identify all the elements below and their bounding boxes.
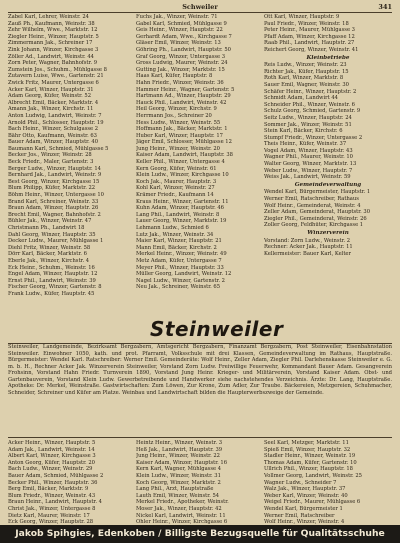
directory-column-bottom-1 xyxy=(8,440,130,524)
header-rule xyxy=(8,12,392,13)
directory-entry: Engel Adam, Winzer, Hauptstr. 12 xyxy=(8,271,98,278)
directory-entry: Lang Phil., Landwirt, Weinstr. 8 xyxy=(136,211,220,218)
directory-entry: Heil Georg, Winzer, Kirchstr. 9 xyxy=(136,106,217,113)
directory-entry: Hoffmann Jak., Bäcker, Marktstr. 1 xyxy=(136,126,228,133)
directory-entry: Christmann Ph., Landwirt 18 xyxy=(8,225,85,231)
directory-entry: Klein Ludw., Winzer, Kirchgasse 10 xyxy=(136,172,229,179)
directory-entry: Graf Georg, Winzer, Untergasse 3 xyxy=(136,53,226,60)
directory-entry: Jung Heinr., Winzer, Weinstr. 22 xyxy=(136,453,220,460)
directory-entry: Becker Jos., Winzer, Weinstr. 28 xyxy=(8,152,92,159)
directory-entry: Blum Friedr., Winzer, Weinstr. 43 xyxy=(8,492,96,499)
directory-entry: Werner Emil, Ratschreiber xyxy=(264,512,335,519)
directory-entry: Dietz Karl, Maurer, Weinstr. 17 xyxy=(8,512,90,519)
directory-entry: Bähr Otto, Kaufmann, Weinstr. 63 xyxy=(8,132,97,139)
directory-entry: Zeller Adam, Gemeinderat, Hauptstr. 30 xyxy=(264,209,371,216)
paragraph-rule xyxy=(8,437,392,438)
directory-entry: Schäfer Heinr., Winzer, Hauptstr. 2 xyxy=(264,88,357,95)
directory-entry: Zink Johann, Winzer, Kirchgasse 3 xyxy=(8,46,99,53)
directory-entry: Dörr Karl, Bäcker, Marktstr. 6 xyxy=(8,251,87,258)
directory-entry: Kohl Karl, Winzer, Weinstr. 27 xyxy=(136,185,215,192)
directory-entry: Zehr Wilhelm, Wwe., Marktstr. 12 xyxy=(8,27,98,34)
directory-entry: Göhring Ph., Landwirt, Hauptstr. 50 xyxy=(136,46,231,53)
directory-entry: Eck Georg, Winzer, Hauptstr. 28 xyxy=(8,519,94,524)
directory-entry: Kraus Heinr., Winzer, Gartenstr. 11 xyxy=(136,198,229,205)
directory-entry: Lehmann Ludw., Schmied 6 xyxy=(136,225,209,231)
directory-entry: Best Georg, Winzer, Kirchgasse 15 xyxy=(8,178,100,185)
directory-entry: Albrecht Emil, Bäcker, Marktstr. 4 xyxy=(8,99,99,106)
directory-entry: Schmidt Adam, Landwirt 44 xyxy=(264,95,338,102)
page-number: 341 xyxy=(378,3,392,11)
directory-entry: Vollmer Georg, Landwirt, Weinstr. 25 xyxy=(264,472,362,479)
directory-entry: Zoller Georg, Feldhüter, Kirchgasse 1 xyxy=(264,222,364,229)
directory-entry: Metz Adam, Küfer, Untergasse 7 xyxy=(136,257,222,264)
directory-entry: Anton Ludwig, Landwirt, Weinstr. 7 xyxy=(8,112,102,119)
directory-entry: Werner Emil, Ratschreiber, Rathaus xyxy=(264,196,359,203)
directory-entry: Adam Jak., Landwirt, Weinstr. 14 xyxy=(8,446,95,453)
directory-entry: Kaiser Adam, Landwirt, Hauptstr. 38 xyxy=(136,152,233,159)
directory-column-3 xyxy=(264,14,392,310)
directory-entry: Walter Georg, Winzer, Marktstr. 13 xyxy=(264,161,357,168)
column-section-heading: Gemeindeverwaltung xyxy=(294,181,362,188)
directory-entry: Weiss Jak., Landwirt, Weinstr. 59 xyxy=(264,174,351,181)
section-title: Steinweiler xyxy=(150,317,284,341)
directory-entry: Ott Karl, Winzer, Hauptstr. 9 xyxy=(264,14,340,20)
directory-entry: Eberle Jak., Winzer, Kirchstr. 4 xyxy=(8,257,90,264)
directory-entry: Diehl Fritz, Winzer, Weinstr. 58 xyxy=(8,244,91,251)
directory-entry: Vorstand: Zorn Ludw., Weinstr. 2 xyxy=(264,237,351,244)
directory-entry: Braun Adam, Winzer, Hauptstr. 26 xyxy=(8,205,99,212)
directory-entry: Theis Heinr., Küfer, Weinstr. 37 xyxy=(264,141,347,148)
directory-entry: Baumann Karl, Schmied, Mühlgasse 5 xyxy=(8,145,109,152)
municipality-description: Steinweiler, Landgemeinde, Bezirksamt Bergzabern, Amtsgericht Bergzabern, Finanzamt Bergzabern, Post Steinweiler, Eisenbahnstation Steinweiler. Einwohner 1050, kath. und prot. Pfarramt, Volksschule mit drei Klassen, Gemeindeverwaltung im Rathaus, Hauptstraße. Bürgermeister: Wendel Karl. Ratschreiber: Werner Emil. Gemeinderäte: Wolf Heinr., Zeller Adam, Ziegler Phil. Darlehenskasse Steinweiler e. G. m. b. H., Rechner Acker Jak. Winzerverein Steinweiler, Vorstand Zorn Ludw. Freiwillige Feuerwehr, Kommandant Bauer Adam. Gesangverein Frohsinn, Vorstand Hahn Friedr. Turnverein 1890, Vorstand Jung Heinr. Krieger- und Militärverein, Vorstand Kaiser Adam. Obst- und Gartenbauverein, Vorstand Klein Ludw. Gewerbetreibende und Handwerker siehe nachstehendes Verzeichnis. Ärzte: Dr. Lang, Hauptstraße. Apotheke: Dr. Merkel, Weinstraße. Gastwirtschaften: Zum Löwen, Zur Krone, Zum Adler, Zur Traube. Bäckereien, Metzgereien, Schuhmacher, Schneider, Schreiner und Küfer am Platze. Weinbau und Landwirtschaft bilden die Haupterwerbszweige der Gemeinde. xyxy=(8,344,392,396)
directory-entry: Seel Karl, Metzger, Marktstr. 11 xyxy=(264,440,349,446)
directory-entry: Bauer Adam, Winzer, Hauptstr. 40 xyxy=(8,139,98,146)
directory-entry: Eck Heinr., Schuhm., Weinstr. 16 xyxy=(8,264,95,271)
header-running-title: Schweiler xyxy=(182,3,218,11)
directory-entry: Zutavern Luise, Wwe., Gartenstr. 21 xyxy=(8,73,104,80)
directory-entry: Maier Karl, Winzer, Hauptstr. 21 xyxy=(136,238,222,245)
directory-entry: Kern Georg, Küfer, Weinstr. 61 xyxy=(136,165,217,172)
directory-entry: Fischer Georg, Winzer, Gartenstr. 8 xyxy=(8,284,102,291)
directory-column-bottom-3 xyxy=(264,440,392,524)
directory-entry: Schulz Georg, Schmied, Gartenstr. 9 xyxy=(264,108,361,115)
directory-entry: Arnold Phil., Schlosser, Hauptstr. 19 xyxy=(8,119,104,126)
directory-entry: Raab Phil., Landwirt, Hauptstr. 27 xyxy=(264,40,355,47)
directory-entry: Anton Georg, Küfer, Hauptstr. 20 xyxy=(8,459,95,466)
directory-entry: Reis Ludw., Winzer, Weinstr. 23 xyxy=(264,62,347,69)
directory-entry: Weigel Friedr., Maurer, Mühlgasse 6 xyxy=(264,499,361,506)
directory-entry: Zimmermann Jak., Schreiner 17 xyxy=(8,40,93,47)
directory-entry: Bach Heinr., Winzer, Schulgasse 2 xyxy=(8,126,99,133)
directory-entry: Ernst Phil., Landwirt, Weinstr. 39 xyxy=(8,277,96,284)
directory-entry: Paul Friedr., Winzer, Weinstr. 18 xyxy=(264,20,349,27)
directory-entry: Braun Heinr., Landwirt, Hauptstr. 4 xyxy=(8,499,102,506)
directory-entry: Stadler Heinr., Winzer, Weinstr. 19 xyxy=(264,453,356,460)
directory-entry: Kern Karl, Wagner, Mühlgasse 4 xyxy=(136,466,222,473)
directory-entry: Bauer Adam, Schmied, Mühlgasse 2 xyxy=(8,472,104,479)
footer-advertisement: Jakob Spihgies, Edenkoben / Billigste Bezugsquelle für Qualitätsschuhe xyxy=(0,525,400,543)
directory-entry: Hartmann Ad., Winzer, Hauptstr. 29 xyxy=(136,93,231,100)
directory-entry: Blum Philipp, Küfer, Marktstr. 22 xyxy=(8,185,96,192)
directory-entry: Gerhardt Adam, Wwe., Kirchgasse 7 xyxy=(136,33,232,40)
directory-entry: Jung Heinr., Winzer, Weinstr. 20 xyxy=(136,145,220,152)
column-section-heading: Kleinbetriebe xyxy=(306,54,350,61)
directory-entry: Gross Ludwig, Maurer, Weinstr. 24 xyxy=(136,60,228,67)
directory-entry: Gutting Jak., Winzer, Marktstr. 15 xyxy=(136,66,225,73)
directory-entry: Sauer Emil, Wagner, Weinstr. 30 xyxy=(264,81,349,88)
directory-entry: Beck Friedr., Maler, Gartenstr. 3 xyxy=(8,159,94,166)
directory-entry: Berger Ludw., Winzer, Hauptstr. 14 xyxy=(8,165,101,172)
directory-entry: Geis Heinr., Winzer, Hauptstr. 22 xyxy=(136,27,223,34)
directory-entry: Ziegler Heinr., Winzer, Hauptstr. 5 xyxy=(8,33,99,40)
directory-entry: Nickel Karl, Landwirt, Weinstr. 11 xyxy=(136,512,226,519)
directory-entry: Böhm Heinr., Winzer, Untergasse 10 xyxy=(8,192,104,199)
directory-entry: Acker Heinr., Winzer, Hauptstr. 5 xyxy=(8,440,96,446)
directory-entry: Bach Ludw., Winzer, Weinstr. 29 xyxy=(8,466,93,473)
directory-entry: Reichert Georg, Winzer, Weinstr. 41 xyxy=(264,46,359,53)
directory-entry: Meyer Phil., Winzer, Hauptstr. 33 xyxy=(136,264,224,271)
directory-entry: Sommer Jak., Winzer, Weinstr. 51 xyxy=(264,121,352,128)
directory-entry: Krämer Friedr., Kaufmann 14 xyxy=(136,192,214,199)
directory-entry: Moser Jak., Winzer, Hauptstr. 42 xyxy=(136,505,222,512)
directory-column-bottom-2 xyxy=(136,440,258,524)
directory-entry: Ziegler Phil., Gemeinderat, Weinstr. 26 xyxy=(264,215,367,222)
directory-column-1 xyxy=(8,14,130,310)
directory-entry: Klein Ludw., Winzer, Weinstr. 31 xyxy=(136,472,221,479)
directory-entry: Frank Ludw., Küfer, Hauptstr. 45 xyxy=(8,290,95,297)
directory-entry: Kaiser Adam, Winzer, Hauptstr. 16 xyxy=(136,459,228,466)
directory-entry: Albert Karl, Winzer, Kirchgasse 3 xyxy=(8,453,96,460)
directory-entry: Zabel Karl, Lehrer, Weinstr. 24 xyxy=(8,14,89,20)
directory-entry: Spieß Emil, Winzer, Hauptstr. 32 xyxy=(264,446,351,453)
directory-entry: Wendel Karl, Bürgermeister, Hauptstr. 1 xyxy=(264,189,371,196)
directory-entry: Hahn Friedr., Winzer, Weinstr. 36 xyxy=(136,79,224,86)
directory-entry: Peter Heinr., Maurer, Mühlgasse 3 xyxy=(264,27,355,34)
directory-entry: Wagner Phil., Maurer, Weinstr. 10 xyxy=(264,154,353,161)
directory-entry: Wolf Heinr., Winzer, Weinstr. 4 xyxy=(264,519,345,524)
directory-entry: Müller Georg, Landwirt, Weinstr. 12 xyxy=(136,271,232,278)
directory-entry: Heß Jak., Landwirt, Hauptstr. 39 xyxy=(136,446,223,453)
directory-entry: Adam Georg, Küfer, Weinstr. 52 xyxy=(8,93,91,100)
directory-entry: Kellermeister: Bauer Karl, Kelter xyxy=(264,250,351,257)
directory-entry: Bühler Jak., Winzer, Weinstr. 47 xyxy=(8,218,92,225)
directory-entry: Jäger Emil, Schlosser, Mühlgasse 12 xyxy=(136,139,232,146)
directory-entry: Weber Karl, Winzer, Weinstr. 40 xyxy=(264,492,348,499)
directory-entry: Hammer Heinr., Wagner, Gartenstr. 5 xyxy=(136,86,235,93)
directory-entry: Gabel Karl, Schmied, Mühlgasse 9 xyxy=(136,20,227,27)
directory-entry: Berg Emil, Bäcker, Marktstr. 9 xyxy=(8,486,89,493)
directory-entry: Richter Jak., Küfer, Hauptstr. 15 xyxy=(264,68,349,75)
directory-column-2 xyxy=(136,14,258,310)
directory-entry: Becker Phil., Winzer, Hauptstr. 36 xyxy=(8,479,98,486)
directory-entry: Brecht Emil, Wagner, Bahnhofstr. 2 xyxy=(8,211,101,218)
directory-entry: Pfaff Adam, Winzer, Kirchgasse 12 xyxy=(264,33,355,40)
page-header xyxy=(8,2,392,12)
directory-entry: Zöller Ad., Landwirt, Weinstr. 44 xyxy=(8,53,94,60)
directory-entry: Nagel Ludw., Winzer, Gartenstr. 2 xyxy=(136,277,225,284)
directory-entry: Zwick Fritz, Maurer, Untergasse 6 xyxy=(8,79,99,86)
directory-entry: Thomas Adam, Küfer, Gartenstr. 10 xyxy=(264,459,357,466)
directory-entry: Mann Emil, Bäcker, Kirchstr. 2 xyxy=(136,244,217,251)
directory-entry: Lauth Emil, Winzer, Weinstr. 54 xyxy=(136,492,220,499)
directory-entry: Fuchs Jak., Winzer, Weinstr. 71 xyxy=(136,14,218,20)
directory-entry: Brand Karl, Schreiner, Weinstr. 33 xyxy=(8,198,99,205)
directory-entry: Wagner Ludw., Schneider 7 xyxy=(264,479,337,486)
directory-entry: Kuhn Adam, Winzer, Hauptstr. 46 xyxy=(136,205,224,212)
directory-entry: Schneider Phil., Winzer, Weinstr. 6 xyxy=(264,101,355,108)
directory-entry: Lang Phil., Arzt, Hauptstraße xyxy=(136,486,214,493)
directory-entry: Christ Jak., Winzer, Untergasse 8 xyxy=(8,505,96,512)
directory-entry: Decker Ludw., Maurer, Mühlgasse 1 xyxy=(8,238,104,245)
directory-entry: Huber Karl, Winzer, Hauptstr. 17 xyxy=(136,132,223,139)
directory-entry: Hess Ludw., Winzer, Weinstr. 55 xyxy=(136,119,221,126)
directory-entry: Haas Karl, Küfer, Hauptstr. 8 xyxy=(136,73,213,80)
directory-entry: Rechner: Acker Jak., Hauptstr. 11 xyxy=(264,244,353,251)
directory-entry: Keller Phil., Winzer, Untergasse 4 xyxy=(136,159,225,166)
directory-entry: Koch Jak., Maurer, Hauptstr. 3 xyxy=(136,178,217,185)
directory-entry: Wolf Heinr., Gemeinderat, Weinstr. 4 xyxy=(264,202,361,209)
directory-entry: Walz Jak., Winzer, Hauptstr. 37 xyxy=(264,486,346,493)
directory-entry: Weber Ludw., Winzer, Hauptstr. 7 xyxy=(264,167,353,174)
directory-entry: Gläser Emil, Winzer, Weinstr. 13 xyxy=(136,40,221,47)
directory-entry: Merkel Friedr., Apotheker, Weinstr. xyxy=(136,499,229,506)
directory-entry: Zorn Peter, Wagner, Bahnhofstr. 9 xyxy=(8,60,98,67)
directory-entry: Merkel Heinr., Winzer, Weinstr. 49 xyxy=(136,251,227,258)
directory-entry: Lutz Jak., Winzer, Weinstr. 34 xyxy=(136,231,214,238)
directory-entry: Bernhard Jak., Landwirt, Weinstr. 9 xyxy=(8,172,102,179)
directory-entry: Vogel Adam, Winzer, Hauptstr. 43 xyxy=(264,147,353,154)
column-section-heading: Winzerverein xyxy=(307,230,349,236)
directory-entry: Heintz Heinr., Winzer, Weinstr. 3 xyxy=(136,440,222,446)
directory-entry: Seitz Ludw., Winzer, Hauptstr. 24 xyxy=(264,114,352,121)
directory-entry: Roth Karl, Winzer, Marktstr. 8 xyxy=(264,75,344,82)
directory-entry: Acker Karl, Winzer, Hauptstr. 31 xyxy=(8,86,94,93)
directory-entry: Stumpf Friedr., Winzer, Untergasse 2 xyxy=(264,134,363,141)
directory-entry: Amann Jak., Winzer, Kirchstr. 11 xyxy=(8,106,94,113)
directory-entry: Neu Jak., Schreiner, Weinstr. 65 xyxy=(136,284,221,291)
directory-entry: Stein Karl, Bäcker, Kirchstr. 6 xyxy=(264,128,343,135)
directory-entry: Herrmann Jos., Schreiner 20 xyxy=(136,112,212,119)
directory-entry: Ohler Heinr., Winzer, Kirchgasse 6 xyxy=(136,519,228,524)
directory-entry: Lauer Georg, Winzer, Marktstr. 19 xyxy=(136,218,227,225)
directory-entry: Zumstein Jos., Schuhm., Mühlgasse 8 xyxy=(8,66,107,73)
directory-entry: Koch Georg, Winzer, Marktstr. 2 xyxy=(136,479,221,486)
directory-entry: Wendel Karl, Bürgermeister 1 xyxy=(264,505,343,512)
directory-entry: Zauß Ph., Kaufmann, Weinstr. 38 xyxy=(8,20,95,27)
directory-entry: Ullrich Phil., Winzer, Hauptstr. 18 xyxy=(264,466,353,473)
directory-entry: Hauck Phil., Landwirt, Weinstr. 42 xyxy=(136,99,227,106)
directory-entry: Dahl Georg, Winzer, Hauptstr. 35 xyxy=(8,231,96,238)
